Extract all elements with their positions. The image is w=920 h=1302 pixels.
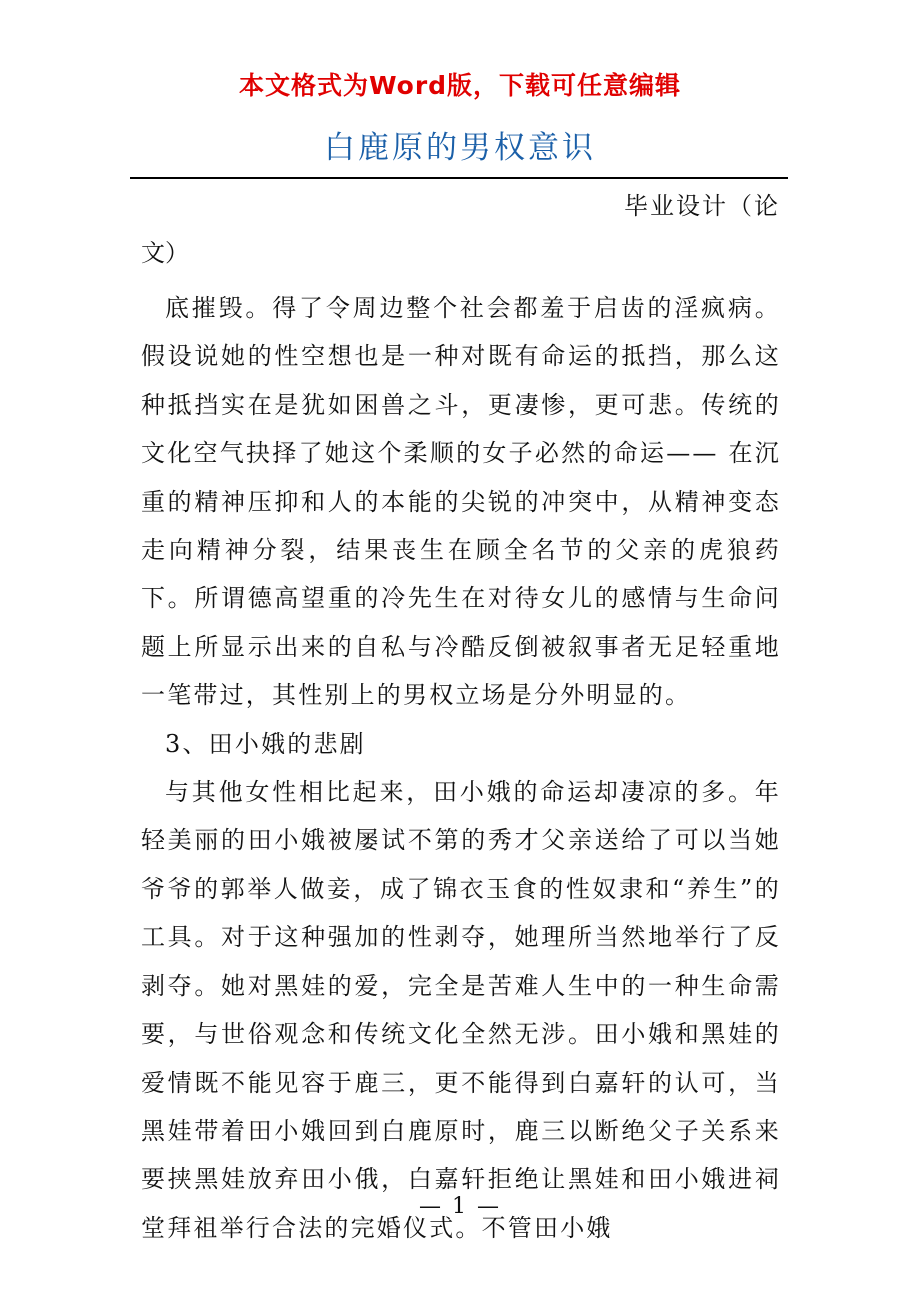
- header-label: 毕业设计（论: [624, 192, 780, 220]
- paragraph: 底摧毁。得了令周边整个社会都羞于启齿的淫疯病。假设说她的性空想也是一种对既有命运的抵挡，那么这种抵挡实在是犹如困兽之斗，更凄惨，更可悲。传统的文化空气抉择了她这个柔顺的女子必然的命运—— 在沉重的精神压抑和人的本能的尖锐的冲突中，从精神变态走向精神分裂，结果丧生在顾全名节的父亲的虎狼药下。所谓德高望重的冷先生在对待女儿的感情与生命问题上所显示出来的自私与冷酷反倒被叙事者无足轻重地一笔带过，其性别上的男权立场是分外明显的。: [141, 294, 781, 710]
- section-heading: 3、田小娥的悲剧: [165, 729, 366, 758]
- page-number: — 1 —: [419, 1194, 501, 1219]
- document-title: 白鹿原的男权意识: [324, 130, 596, 166]
- header-label-continued: 文）: [141, 239, 189, 267]
- body-text: [141, 284, 781, 1252]
- paragraph: 与其他女性相比起来，田小娥的命运却凄凉的多。年轻美丽的田小娥被屡试不第的秀才父亲送给了可以当她爷爷的郭举人做妾，成了锦衣玉食的性奴隶和“养生”的工具。对于这种强加的性剥夺，她理所当然地举行了反剥夺。她对黑娃的爱，完全是苦难人生中的一种生命需要，与世俗观念和传统文化全然无涉。田小娥和黑娃的爱情既不能见容于鹿三，更不能得到白嘉轩的认可，当黑娃带着田小娥回到白鹿原时，鹿三以断绝父子关系来要挟黑娃放弃田小俄，白嘉轩拒绝让黑娃和田小娥进祠堂拜祖举行合法的完婚仪式。不管田小娥: [141, 778, 781, 1242]
- header-divider: [130, 177, 788, 179]
- edit-notice-banner: 本文格式为Word版，下载可任意编辑: [238, 71, 682, 100]
